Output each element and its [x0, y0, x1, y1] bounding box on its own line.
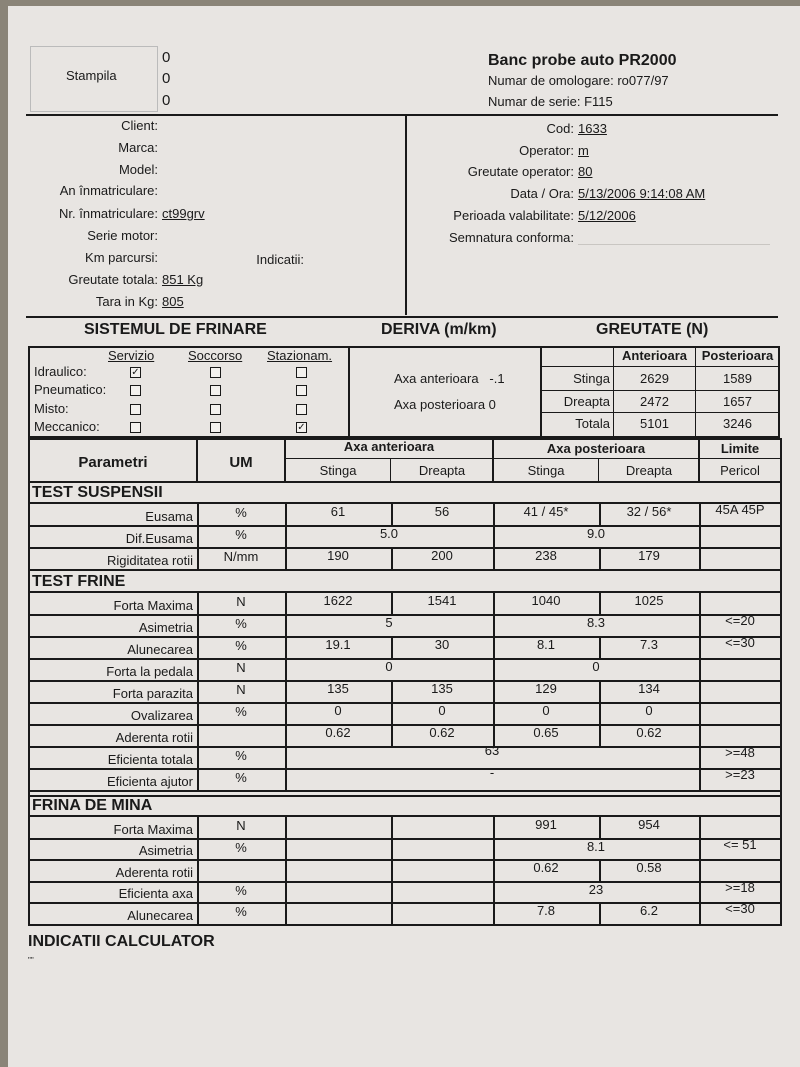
registration-number-label: Nr. înmatriculare: [59, 206, 158, 221]
total-value: 63 [484, 743, 500, 758]
param-label: Forta Maxima [113, 598, 193, 613]
param-unit: % [235, 748, 247, 763]
front-axle-header: Axa anterioara [343, 439, 435, 454]
rear-axle-value: 8.3 [586, 615, 606, 630]
weight-value: 1589 [723, 371, 752, 386]
param-label: Dif.Eusama [125, 531, 193, 546]
front-axle-value: 5 [385, 615, 393, 630]
param-unit: % [235, 616, 247, 631]
rear-right-value: 179 [638, 548, 660, 563]
front-left-value: 0 [334, 703, 342, 718]
rear-right-value: 134 [638, 681, 660, 696]
param-label: Rigiditatea rotii [107, 553, 193, 568]
hydraulic-label: Idraulico: [34, 364, 87, 379]
weight-value: 5101 [640, 416, 669, 431]
service-column: Servizio [108, 348, 155, 363]
brake-type-checkbox[interactable] [210, 404, 221, 415]
rear-left-value: 0 [542, 703, 550, 718]
brake-type-checkbox[interactable] [210, 385, 221, 396]
drift-front: Axa anterioara -.1 [394, 371, 505, 386]
limit-value: 45A 45P [715, 502, 765, 517]
front-axle-value: 0 [385, 659, 393, 674]
operator-label: Operator: [519, 143, 574, 158]
drift-title: DERIVA (m/km) [381, 321, 497, 338]
param-label: Ovalizarea [130, 708, 193, 723]
rear-left-value: 0.62 [533, 860, 559, 875]
emergency-column: Soccorso [188, 348, 243, 363]
braking-system-title: SISTEMUL DE FRINARE [84, 321, 267, 338]
stamp-value: 0 [162, 49, 171, 66]
front-left-value: 61 [330, 504, 346, 519]
brake-type-checkbox[interactable] [296, 385, 307, 396]
brake-type-checkbox[interactable] [130, 385, 141, 396]
stamp-value: 0 [162, 70, 171, 87]
weight-value: 2629 [640, 371, 669, 386]
operator-value: m [578, 143, 589, 158]
rear-axle-header: Axa posterioara [546, 441, 646, 456]
front-left-header: Stinga [319, 463, 357, 478]
param-label: Alunecarea [127, 907, 193, 923]
weight-front-header: Anterioara [621, 348, 688, 363]
date-time-label: Data / Ora: [510, 186, 574, 201]
client-label: Client: [121, 118, 158, 133]
um-header: UM [229, 454, 253, 471]
weight-left-label: Stinga [573, 371, 610, 386]
front-left-value: 1622 [323, 593, 353, 608]
params-header: Parametri [78, 454, 148, 471]
code-label: Cod: [546, 121, 574, 136]
weight-total-label: Totala [575, 416, 610, 431]
param-unit: N [236, 660, 246, 675]
registration-number-value: ct99grv [162, 206, 205, 221]
front-left-value: 0.62 [325, 725, 351, 740]
param-unit: % [235, 505, 247, 520]
brake-type-checkbox[interactable]: ✓ [131, 367, 140, 378]
model-label: Model: [118, 162, 158, 177]
operator-weight-label: Greutate operator: [467, 164, 574, 179]
brakes-section-title: TEST FRINE [32, 573, 126, 590]
rear-axle-value: 0 [592, 659, 600, 674]
rear-right-value: 1025 [634, 593, 664, 608]
rear-axle-value: 23 [588, 881, 604, 897]
rear-axle-value: 8.1 [586, 838, 606, 854]
front-axle-value: 5.0 [379, 526, 399, 541]
front-left-value: 135 [327, 681, 349, 696]
weight-rear-header: Posterioara [701, 348, 774, 363]
param-unit: % [235, 638, 247, 653]
computer-indications-title: INDICATII CALCULATOR [28, 933, 215, 950]
weight-value: 2472 [640, 394, 669, 409]
limit-value: >=48 [725, 745, 755, 760]
rear-right-value: 7.3 [639, 637, 659, 652]
rear-left-value: 238 [535, 548, 557, 563]
total-value: - [489, 765, 495, 780]
validity-label: Perioada valabilitate: [453, 208, 574, 223]
weight-title: GREUTATE (N) [596, 321, 709, 338]
total-weight-value: 851 Kg [162, 272, 204, 287]
param-label: Forta Maxima [113, 821, 193, 837]
brake-type-checkbox[interactable] [130, 422, 141, 433]
registration-year-label: An înmatriculare: [59, 183, 158, 198]
param-label: Asimetria [138, 843, 193, 858]
validity-value: 5/12/2006 [578, 208, 636, 223]
limit-value: >=23 [725, 767, 755, 782]
rear-left-value: 7.8 [536, 903, 556, 918]
front-right-value: 30 [434, 637, 450, 652]
brake-type-checkbox[interactable] [296, 404, 307, 415]
rear-left-header: Stinga [527, 463, 565, 478]
brake-type-checkbox[interactable] [130, 404, 141, 415]
limit-value: <=30 [725, 901, 755, 916]
limit-value: <= 51 [723, 836, 757, 852]
param-unit: N/mm [223, 549, 259, 564]
front-right-value: 200 [431, 548, 453, 563]
param-label: Alunecarea [127, 642, 193, 657]
param-label: Forta la pedala [106, 664, 193, 679]
rear-left-value: 0.65 [533, 725, 559, 740]
front-right-value: 0.62 [429, 725, 455, 740]
weight-value: 3246 [723, 416, 752, 431]
mechanical-label: Meccanico: [34, 419, 100, 434]
computer-indications-note: "" [28, 956, 34, 965]
param-label: Aderenta rotii [115, 864, 193, 880]
front-right-header: Dreapta [418, 463, 466, 478]
rear-axle-value: 9.0 [586, 526, 606, 541]
signature-label: Semnatura conforma: [448, 230, 574, 245]
rear-right-value: 6.2 [639, 903, 659, 918]
param-unit: N [236, 818, 246, 833]
total-weight-label: Greutate totala: [68, 272, 158, 287]
limit-value: <=30 [725, 635, 755, 650]
date-time-value: 5/13/2006 9:14:08 AM [578, 186, 706, 201]
rear-right-header: Dreapta [625, 463, 673, 478]
param-unit: % [235, 904, 247, 919]
stamp-label: Stampila [66, 68, 117, 83]
param-label: Asimetria [138, 620, 193, 635]
param-unit: % [235, 882, 247, 898]
rear-left-value: 991 [535, 817, 557, 832]
front-right-value: 1541 [427, 593, 457, 608]
param-label: Forta parazita [112, 686, 193, 701]
param-unit: % [235, 704, 247, 719]
front-right-value: 0 [438, 703, 446, 718]
brake-type-checkbox[interactable] [210, 422, 221, 433]
front-left-value: 19.1 [325, 637, 351, 652]
limit-value: <=20 [725, 613, 755, 628]
drift-rear: Axa posterioara 0 [394, 397, 496, 412]
rear-left-value: 8.1 [536, 637, 556, 652]
brake-type-checkbox[interactable] [296, 367, 307, 378]
rear-right-value: 32 / 56* [626, 504, 672, 519]
serial-number: Numar de serie: F115 [488, 94, 613, 109]
front-left-value: 190 [327, 548, 349, 563]
brand-label: Marca: [118, 140, 158, 155]
test-report-sheet [8, 6, 800, 1067]
mileage-label: Km parcursi: [85, 250, 158, 265]
danger-header: Pericol [720, 463, 760, 478]
limits-header: Limite [720, 441, 760, 456]
parking-column: Stazionam. [267, 348, 333, 363]
suspension-section-title: TEST SUSPENSII [32, 484, 163, 501]
brake-type-checkbox[interactable] [210, 367, 221, 378]
rear-left-value: 1040 [531, 593, 561, 608]
rear-right-value: 0.58 [636, 860, 662, 875]
tare-label: Tara in Kg: [95, 294, 158, 309]
operator-weight-value: 80 [578, 164, 593, 179]
param-label: Eficienta totala [107, 752, 193, 767]
weight-right-label: Dreapta [563, 394, 610, 409]
rear-right-value: 0 [645, 703, 653, 718]
signature-line [578, 244, 770, 245]
brake-type-checkbox[interactable]: ✓ [297, 422, 306, 433]
tare-value: 805 [162, 294, 184, 309]
homologation-number: Numar de omologare: ro077/97 [488, 73, 669, 88]
page-title: Banc probe auto PR2000 [488, 52, 677, 69]
param-unit: % [235, 770, 247, 785]
limit-value: >=18 [725, 879, 755, 895]
param-unit: % [235, 839, 247, 855]
param-label: Eusama [145, 509, 193, 524]
weight-value: 1657 [723, 394, 752, 409]
param-label: Eficienta axa [118, 886, 193, 901]
param-label: Aderenta rotii [115, 730, 193, 745]
indications-label: Indicatii: [256, 252, 304, 267]
rear-right-value: 0.62 [636, 725, 662, 740]
engine-serial-label: Serie motor: [87, 228, 158, 243]
rear-left-value: 129 [535, 681, 557, 696]
mixed-label: Misto: [34, 401, 69, 416]
front-right-value: 135 [431, 681, 453, 696]
param-unit: N [236, 594, 246, 609]
front-right-value: 56 [434, 504, 450, 519]
rear-right-value: 954 [638, 817, 660, 832]
handbrake-section-title: FRINA DE MINA [32, 797, 153, 814]
param-unit: N [236, 682, 246, 697]
pneumatic-label: Pneumatico: [34, 382, 107, 397]
stamp-value: 0 [162, 92, 171, 109]
param-label: Eficienta ajutor [107, 774, 193, 789]
code-value: 1633 [578, 121, 607, 136]
param-unit: % [235, 527, 247, 542]
rear-left-value: 41 / 45* [523, 504, 569, 519]
